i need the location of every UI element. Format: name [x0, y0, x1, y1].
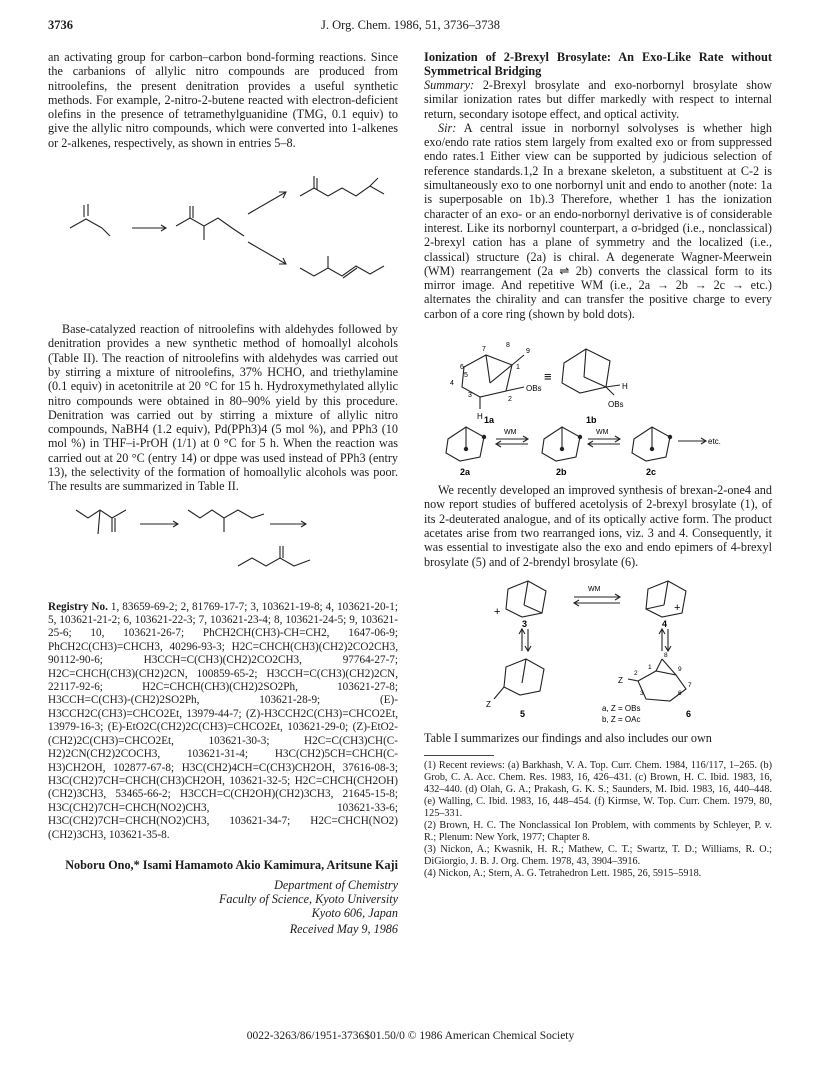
compound-label-3: 3: [522, 618, 528, 629]
author-names: Noboru Ono,* Isami Hamamoto Akio Kamimura, Aritsune Kaji: [65, 857, 398, 872]
right-paragraph-3: Table I summarizes our findings and also includes our own: [424, 730, 712, 745]
sir-paragraph: [424, 121, 772, 321]
summary-label: Summary:: [424, 78, 475, 92]
atom-label-6: 6: [678, 689, 682, 697]
copyright-footer: 0022-3263/86/1951-3736$01.50/0 © 1986 American Chemical Society: [246, 1030, 575, 1042]
key-a: a, Z = OBs: [602, 703, 641, 713]
running-header: [0, 18, 821, 38]
journal-citation: J. Org. Chem. 1986, 51, 3736–3738: [321, 18, 500, 32]
wm-arrow-label-1: WM: [504, 429, 517, 437]
atom-number-5: 5: [464, 372, 468, 380]
key-b: b, Z = OAc: [602, 714, 641, 724]
footnote-1: (1) Recent reviews: (a) Barkhash, V. A. Top. Curr. Chem. 1984, 116/117, 1–265. (b) Grob, C. A. Acc. Chem. Res. 1983, 16, 426–431. (c) Brown, H. C. Ibid. 1983, 16, 432–440. (d) Olah, G. A.; Prakash, G. K. S.; Saunders, M. Ibid. 1983, 16, 440–448. (e) Walling, C. Ibid. 1983, 16, 448–454. (f) Kirmse, W. Top. Curr. Chem. 1979, 80, 125–331.: [424, 760, 772, 820]
footnote-2: (2) Brown, H. C. The Nonclassical Ion Problem, with comments by Schleyer, P. v. R.; Plenum: New York, 1977; Chapter 8.: [424, 820, 772, 844]
received-date: Received May 9, 1986: [289, 921, 398, 936]
atom-label-9: 9: [678, 665, 682, 673]
compound-label-4: 4: [662, 618, 668, 629]
footnote-4: (4) Nickon, A.; Stern, A. G. Tetrahedron Lett. 1985, 26, 5915–5918.: [424, 868, 702, 880]
label-h-1b: H: [622, 382, 628, 392]
affiliation-line-1: Department of Chemistry: [274, 877, 398, 892]
label-z-5: Z: [486, 699, 491, 709]
compound-label-1a: 1a: [484, 415, 495, 426]
cation-plus-3: +: [494, 605, 501, 618]
atom-label-1: 1: [648, 663, 652, 671]
scheme-4: [48, 500, 398, 595]
figure-brexyl-epimers: [424, 575, 772, 725]
cation-plus-4: +: [674, 601, 681, 614]
wm-label: WM: [588, 585, 601, 593]
atom-label-2: 2: [634, 669, 638, 677]
affiliation: [48, 878, 398, 920]
right-paragraph-2: We recently developed an improved synthesis of brexan-2-one4 and now report studies of buffered acetolysis of 2-brexyl brosylate (1), of its 2-deuterated analogue, and of its optically active form. The product acetates arise from two rearranged ions, viz. 3 and 4. Consequently, it was essential to investigate also the exo and endo epimers of 4-brexyl brosylate (5) and of 2-brendyl brosylate (6).: [424, 483, 772, 569]
figure-brexyl-structures: [424, 327, 772, 477]
sir-label: Sir:: [438, 120, 457, 135]
summary: [424, 78, 772, 121]
atom-label-8: 8: [664, 651, 668, 659]
label-h-1a: H: [477, 412, 483, 422]
compound-label-6: 6: [686, 708, 692, 719]
summary-text: 2-Brexyl brosylate and exo-norbornyl brosylate show similar ionization rates but differ markedly with respect to internal return, secondary isotope effect, and optical activity.: [424, 78, 772, 121]
registry-label: Registry No.: [48, 600, 108, 613]
atom-number-9: 9: [526, 348, 530, 356]
atom-number-1: 1: [516, 364, 520, 372]
footnote-3: (3) Nickon, A.; Kwasnik, H. R.; Mathew, C. T.; Swartz, T. D.; Williams, R. O.; DiGiorgio, J. B. J. Org. Chem. 1978, 43, 3904–3916.: [424, 844, 772, 868]
etc-label: etc.: [708, 437, 721, 447]
compound-label-2c: 2c: [646, 467, 657, 478]
left-paragraph-1: an activating group for carbon–carbon bond-forming reactions. Since the carbanions of allylic nitro compounds are produced from nitroolefins, the present denitration provides a useful synthetic methods. For example, 2-nitro-2-butene reacted with electron-deficient olefins in the presence of tetramethylguanidine (TMG, 0.1 equiv) to give the allylic nitro compounds, which were converted into 1-alkenes or 2-alkenes, respectively, as shown in entries 5–8.: [48, 50, 398, 150]
atom-number-7: 7: [482, 346, 486, 354]
atom-number-6: 6: [460, 364, 464, 372]
atom-number-8: 8: [506, 342, 510, 350]
author-block: [48, 858, 398, 936]
registry-text: 1, 83659-69-2; 2, 81769-17-7; 3, 103621-19-8; 4, 103621-20-1; 5, 103621-21-2; 6, 103621-22-3; 7, 103621-23-4; 8, 103621-24-5; 9, 103621-25-6; 10, 103621-26-7; PhCH2CH(CH3)-CH=CH2, 1647-06-9; PhCH2C(CH3)=CHCH3, 40296-93-3; H2C=CHCH(CH3)(CH2)2CO2CH3, 90112-90-6; H3CCH=C(CH3)(CH2)2CO2CH3, 97764-27-7; H2C=CHCH(CH3)(CH2)2CN, 100859-65-2; H3CCH=C(CH3)(CH2)2CN, 22117-92-6; H2C=CHCH(CH3)(CH2)2SO2Ph, 103621-27-8; H3CCH=C(CH3)-(CH2)2SO2Ph, 103621-28-9; (E)-H3CCH2C(CH3)=CHCO2Et, 13979-44-7; (Z)-H3CCH2C(CH3)=CHCO2Et, 13979-16-3; (E)-EtO2C(CH2)2C(CH3)=CHCO2Et, 103621-29-0; (Z)-EtO2-(CH2)2C(CH3)=CHCO2Et, 103621-30-3; H2C=C(CH3)CH(C-H2)2CN(CH2)2COCH3, 103621-31-4; H3C(CH2)5CH=CHCH(C-H3)CH2OH, 102877-67-8; H3C(CH2)4CH=C(CH3)CH2OH, 37616-08-3; H3C(CH2)7CH=CHCH(CH3)CH2OH, 103621-32-5; H2C=CHCH(CH2OH)(CH2)3CH3, 53465-66-2; H3CCH=C(CH2OH)(CH2)3CH3, 21645-15-8; H3C(CH2)7CH=CHCH(NO2)CH3, 103621-33-6; H3C(CH2)7CH=CHCH(NO2)CH3, 103621-34-7; H2C=CHCH(NO2)(CH2)3CH3, 103621-35-8.: [48, 600, 398, 841]
compound-label-2b: 2b: [556, 467, 567, 478]
scheme-3: [48, 156, 398, 316]
atom-number-4: 4: [450, 380, 454, 388]
affiliation-line-3: Kyoto 606, Japan: [311, 905, 398, 920]
affiliation-line-2: Faculty of Science, Kyoto University: [218, 891, 398, 906]
compound-label-1b: 1b: [586, 415, 597, 426]
atom-number-2: 2: [508, 396, 512, 404]
atom-number-3: 3: [468, 392, 472, 400]
footnote-rule: [424, 755, 494, 756]
equivalence-symbol: ≡: [544, 369, 552, 385]
page-number: 3736: [48, 18, 73, 32]
right-column: [424, 50, 772, 880]
atom-label-3: 3: [640, 689, 644, 697]
registry-numbers: [48, 601, 398, 842]
sir-text: A central issue in norbornyl solvolyses is whether high exo/endo rate ratios stem largely from exalted exo or from suppressed endo rates.1 Either view can be supported by judicious selection of reference standards.1,2 In a brexane skeleton, a substituent at C-2 is simultaneously exo to one norbornyl unit and endo to another (note: 1a is superposable on 1b).3 Therefore, whether 1 has the ionization character of an exo- or an endo-norbornyl derivative is of considerable interest. Like its norbornyl counterpart, a σ-bridged (i.e., nonclassical) 2-brexyl cation has a plane of symmetry and the localized (i.e., classical) structure (2a) is chiral. A degenerate Wagner-Meerwein (WM) rearrangement (2a ⇌ 2b) converts the classical form to its mirror image. And repetitive WM (i.e., 2a → 2b → 2c → etc.) alternates the chirality and can transfer the positive charge to every carbon of a core ring (shown by bold dots).: [424, 120, 772, 321]
wm-arrow-label-2: WM: [596, 429, 609, 437]
compound-label-2a: 2a: [460, 467, 471, 478]
label-z-6: Z: [618, 675, 623, 685]
left-column: [48, 50, 398, 936]
label-obs-1a: OBs: [526, 384, 542, 394]
left-paragraph-2: Base-catalyzed reaction of nitroolefins with aldehydes followed by denitration provides a new synthetic method of homoallyl alcohols (Table II). The reaction of nitroolefins with aldehydes was carried out by stirring a mixture of nitroolefins, 37% HCHO, and triethylamine (0.1 equiv) in acetonitrile at 20 °C for 15 h. Hydroxymethylated allylic nitro compounds were obtained in 80–90% yield by this procedure. Denitration was carried out by stirring a mixture of allylic nitro compounds, NaBH4 (1.2 equiv), Pd(PPh3)4 (5 mol %), and PPh3 (10 mol %) in THF–i-PrOH (1/1) at 0 °C for 5 h. When the reaction was carried out at 20 °C (entry 14) or dppe was used instead of PPh3 (entry 13), the selectivity of the formation of homoallylic alcohols was poor. The results are summarized in Table II.: [48, 322, 398, 494]
atom-label-7: 7: [688, 681, 692, 689]
compound-label-5: 5: [520, 708, 526, 719]
label-obs-1b: OBs: [608, 400, 624, 410]
article-title: Ionization of 2-Brexyl Brosylate: An Exo-Like Rate without Symmetrical Bridging: [424, 50, 772, 78]
